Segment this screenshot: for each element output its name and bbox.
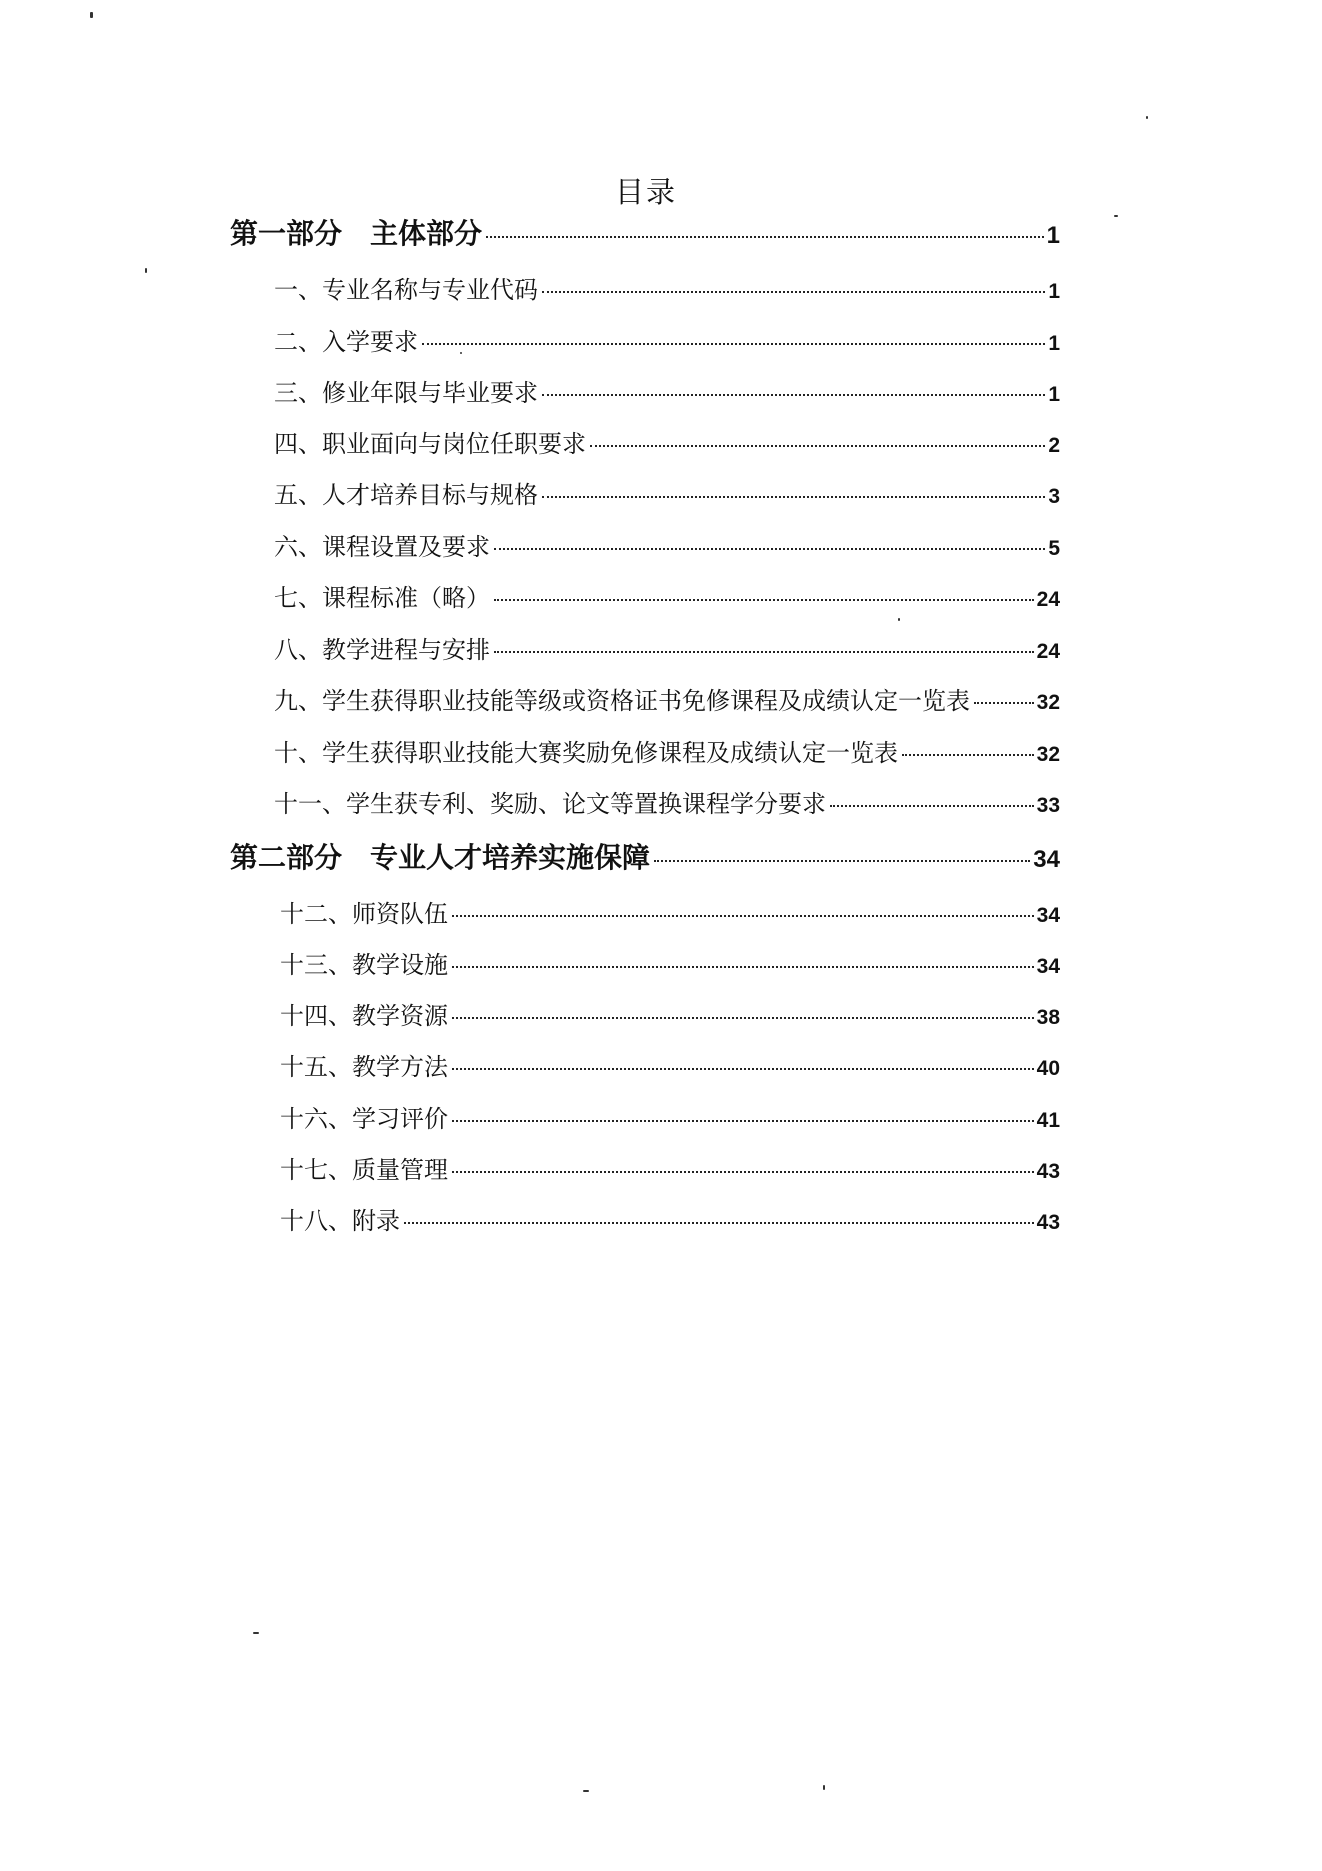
toc-entry-11[interactable]	[274, 784, 1060, 819]
toc-page-number: 32	[1036, 691, 1060, 714]
toc-page-number: 34	[1036, 904, 1060, 927]
scan-speck	[460, 352, 462, 354]
toc-entry-16[interactable]	[280, 1099, 1060, 1134]
toc-label: 五、人才培养目标与规格	[274, 481, 538, 509]
toc-page-number: 38	[1036, 1006, 1060, 1029]
toc-page-number: 33	[1036, 794, 1060, 817]
toc-entry-8[interactable]	[274, 630, 1060, 665]
scan-speck	[1114, 215, 1118, 217]
dot-leader	[542, 496, 1045, 498]
dot-leader	[452, 1068, 1034, 1070]
toc-label: 十、学生获得职业技能大赛奖励免修课程及成绩认定一览表	[274, 739, 898, 767]
toc-label: 十八、附录	[280, 1207, 400, 1235]
scan-speck	[253, 1632, 259, 1634]
toc-label: 十六、学习评价	[280, 1105, 448, 1133]
toc-page-number: 1	[1048, 280, 1060, 303]
toc-page-number: 2	[1048, 434, 1060, 457]
dot-leader	[452, 966, 1034, 968]
toc-entry-12[interactable]	[280, 894, 1060, 929]
scan-speck	[583, 1790, 589, 1792]
toc-label: 十四、教学资源	[280, 1002, 448, 1030]
toc-entry-15[interactable]	[280, 1047, 1060, 1082]
toc-entry-1[interactable]	[274, 270, 1060, 305]
toc-entry-5[interactable]	[274, 475, 1060, 510]
toc-part-2[interactable]	[230, 836, 1060, 876]
toc-label: 十七、质量管理	[280, 1156, 448, 1184]
toc-label: 八、教学进程与安排	[274, 636, 490, 664]
scan-speck	[823, 1785, 825, 1790]
toc-label: 七、课程标准（略）	[274, 584, 490, 612]
toc-label: 第二部分 专业人才培养实施保障	[230, 841, 651, 874]
dot-leader	[452, 1171, 1034, 1173]
toc-page-number: 34	[1036, 955, 1060, 978]
toc-entry-14[interactable]	[280, 996, 1060, 1031]
dot-leader	[486, 236, 1044, 238]
toc-page-number: 41	[1036, 1109, 1060, 1132]
toc-page-number: 24	[1036, 588, 1060, 611]
dot-leader	[452, 1017, 1034, 1019]
scan-speck	[145, 268, 147, 273]
dot-leader	[974, 702, 1034, 704]
toc-entry-3[interactable]	[274, 373, 1060, 408]
toc-label: 十三、教学设施	[280, 951, 448, 979]
toc-entry-17[interactable]	[280, 1150, 1060, 1185]
toc-title: 目录	[614, 175, 677, 209]
toc-label: 一、专业名称与专业代码	[274, 276, 538, 304]
toc-page-number: 24	[1036, 640, 1060, 663]
dot-leader	[452, 915, 1034, 917]
toc-page-number: 3	[1048, 485, 1060, 508]
toc-label: 十二、师资队伍	[280, 900, 448, 928]
dot-leader	[830, 805, 1034, 807]
toc-label: 十五、教学方法	[280, 1053, 448, 1081]
dot-leader	[494, 651, 1034, 653]
toc-label: 九、学生获得职业技能等级或资格证书免修课程及成绩认定一览表	[274, 687, 970, 715]
toc-entry-10[interactable]	[274, 733, 1060, 768]
dot-leader	[422, 343, 1045, 345]
dot-leader	[404, 1222, 1034, 1224]
toc-page-number: 1	[1046, 222, 1060, 249]
dot-leader	[494, 548, 1045, 550]
toc-page-number: 40	[1036, 1057, 1060, 1080]
toc-entry-6[interactable]	[274, 527, 1060, 562]
toc-label: 二、入学要求	[274, 328, 418, 356]
toc-entry-9[interactable]	[274, 681, 1060, 716]
toc-entry-4[interactable]	[274, 424, 1060, 459]
toc-page-number: 1	[1048, 383, 1060, 406]
toc-page-number: 34	[1033, 846, 1060, 873]
dot-leader	[542, 291, 1045, 293]
scan-speck	[1146, 116, 1148, 119]
toc-entry-7[interactable]	[274, 578, 1060, 613]
dot-leader	[654, 860, 1030, 862]
toc-page-number: 32	[1036, 743, 1060, 766]
scan-speck	[898, 618, 900, 621]
toc-entry-13[interactable]	[280, 945, 1060, 980]
toc-label: 十一、学生获专利、奖励、论文等置换课程学分要求	[274, 790, 826, 818]
scan-speck	[90, 12, 93, 18]
toc-entry-2[interactable]	[274, 322, 1060, 357]
toc-label: 四、职业面向与岗位任职要求	[274, 430, 586, 458]
toc-part-1[interactable]	[230, 212, 1060, 252]
toc-entry-18[interactable]	[280, 1201, 1060, 1236]
toc-page-number: 43	[1036, 1160, 1060, 1183]
toc-page-number: 1	[1048, 332, 1060, 355]
toc-label: 第一部分 主体部分	[230, 217, 483, 250]
dot-leader	[590, 445, 1045, 447]
toc-page-number: 43	[1036, 1211, 1060, 1234]
dot-leader	[494, 599, 1034, 601]
toc-label: 六、课程设置及要求	[274, 533, 490, 561]
dot-leader	[542, 394, 1045, 396]
dot-leader	[902, 754, 1034, 756]
toc-label: 三、修业年限与毕业要求	[274, 379, 538, 407]
toc-page-number: 5	[1048, 537, 1060, 560]
dot-leader	[452, 1120, 1034, 1122]
